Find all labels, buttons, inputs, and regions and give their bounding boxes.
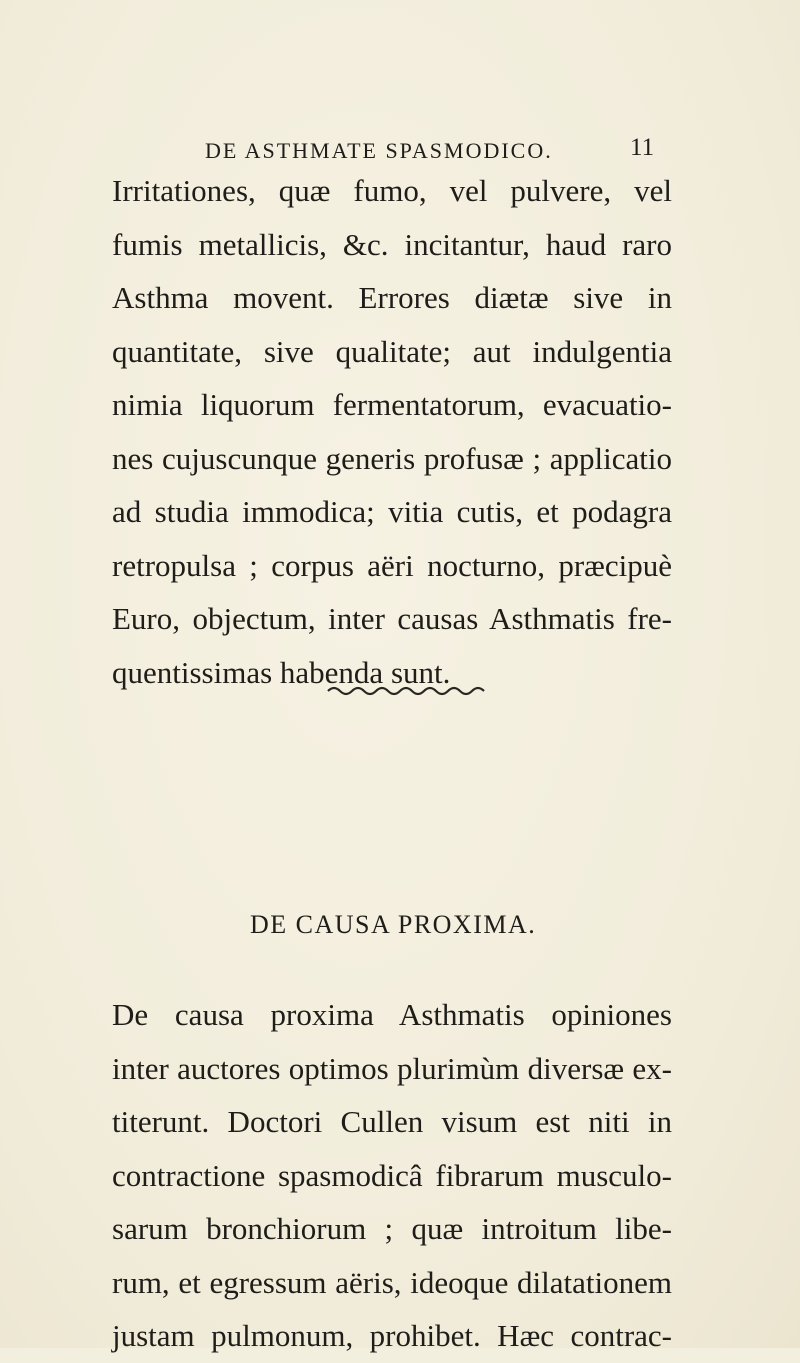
text-line: Asthma movent. Errores diætæ sive in: [112, 280, 672, 315]
paragraph-causa-proxima: [112, 988, 672, 1363]
text-line: nes cujuscunque generis profusæ ; applicatio: [112, 440, 672, 476]
paragraph-irritationes: [112, 164, 672, 699]
text-line: quantitate, sive qualitate; aut indulgentia: [112, 333, 672, 369]
text-line: inter auctores optimos plurimùm diversæ ex-: [112, 1050, 672, 1086]
text-line: titerunt. Doctori Cullen visum est niti in: [112, 1104, 672, 1139]
text-line: contractione spasmodicâ fibrarum musculo-: [112, 1157, 672, 1193]
text-line: nimia liquorum fermentatorum, evacuatio-: [112, 387, 672, 422]
section-heading: DE CAUSA PROXIMA.: [250, 910, 537, 939]
ornament-divider: [325, 685, 485, 697]
page-number: 11: [630, 134, 655, 161]
text-line: retropulsa ; corpus aëri nocturno, præcipuè: [112, 547, 672, 583]
text-line: fumis metallicis, &c. incitantur, haud raro: [112, 226, 672, 262]
text-line: rum, et egressum aëris, ideoque dilatationem: [112, 1264, 672, 1300]
text-line: Irritationes, quæ fumo, vel pulvere, vel: [112, 173, 672, 208]
text-line: De causa proxima Asthmatis opiniones: [112, 997, 672, 1032]
text-line: quentissimas habenda sunt.: [112, 654, 451, 690]
text-line: ad studia immodica; vitia cutis, et podagra: [112, 494, 672, 529]
text-line: Euro, objectum, inter causas Asthmatis fre-: [112, 601, 672, 636]
text-line: sarum bronchiorum ; quæ introitum libe-: [112, 1211, 672, 1246]
text-line: justam pulmonum, prohibet. Hæc contrac-: [112, 1318, 672, 1353]
running-title: DE ASTHMATE SPASMODICO.: [205, 138, 553, 163]
